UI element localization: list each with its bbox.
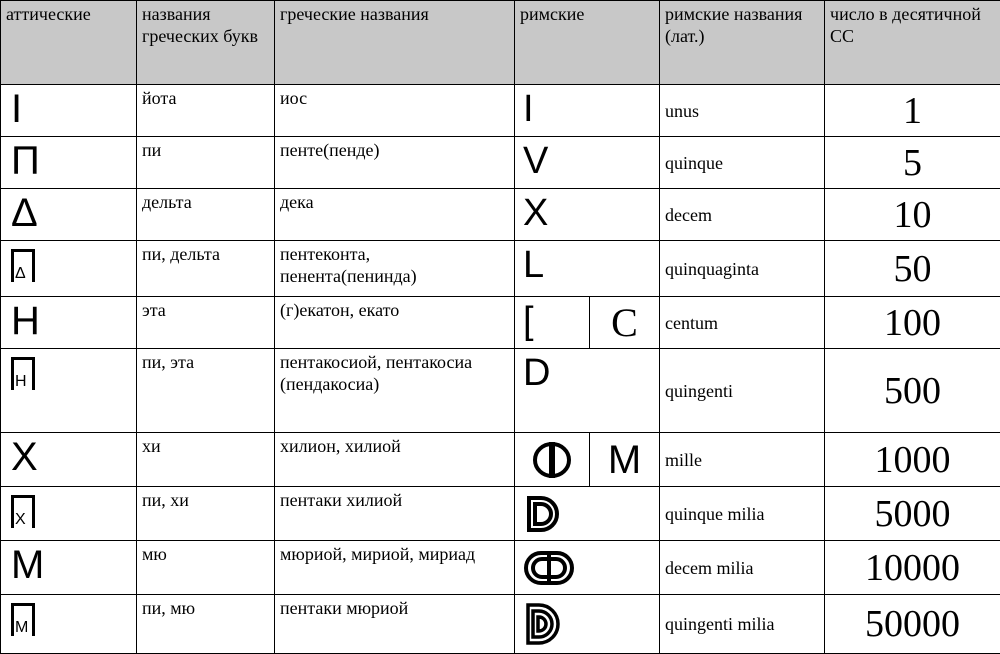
- roman-symbol-m: M: [590, 433, 660, 487]
- greek-letter-name: йота: [137, 85, 275, 137]
- attic-symbol: [1, 595, 137, 654]
- five-thousand-icon: [525, 494, 565, 534]
- greek-name: пентакосиой, пентакосиа (пендакосиа): [275, 349, 515, 433]
- table-row: [1, 297, 1000, 349]
- pi-mu-symbol: M: [11, 603, 35, 636]
- decimal-number: 1: [825, 85, 1000, 137]
- decimal-number: 10: [825, 189, 1000, 241]
- header-row: [1, 1, 1000, 85]
- table-row: [1, 137, 1000, 189]
- latin-name: decem: [660, 189, 825, 241]
- greek-name: пентаки хилиой: [275, 487, 515, 541]
- roman-symbol: L: [515, 241, 660, 297]
- header-roman: римские: [515, 1, 660, 85]
- attic-symbol: X: [1, 433, 137, 487]
- greek-name: иос: [275, 85, 515, 137]
- header-decimal: число в десятичной СС: [825, 1, 1000, 85]
- greek-name: хилион, хилиой: [275, 433, 515, 487]
- decimal-number: 10000: [825, 541, 1000, 595]
- table-row: [1, 487, 1000, 541]
- latin-name: quinque milia: [660, 487, 825, 541]
- table-row: [1, 85, 1000, 137]
- roman-symbol-old-c: [: [515, 297, 590, 349]
- header-greek-letters: названия греческих букв: [137, 1, 275, 85]
- table-row: [1, 595, 1000, 654]
- header-roman-names: римские названия (лат.): [660, 1, 825, 85]
- pi-delta-symbol: Δ: [11, 249, 35, 282]
- pi-chi-symbol: X: [11, 495, 35, 528]
- latin-name: quingenti: [660, 349, 825, 433]
- attic-symbol: П: [1, 137, 137, 189]
- table-row: [1, 433, 1000, 487]
- greek-letter-name: дельта: [137, 189, 275, 241]
- greek-name: дека: [275, 189, 515, 241]
- decimal-number: 50000: [825, 595, 1000, 654]
- decimal-number: 500: [825, 349, 1000, 433]
- decimal-number: 5000: [825, 487, 1000, 541]
- greek-name: пентаки мюриой: [275, 595, 515, 654]
- greek-letter-name: хи: [137, 433, 275, 487]
- greek-name: (г)екатон, екато: [275, 297, 515, 349]
- latin-name: decem milia: [660, 541, 825, 595]
- latin-name: unus: [660, 85, 825, 137]
- attic-symbol: M: [1, 541, 137, 595]
- latin-name: quinque: [660, 137, 825, 189]
- roman-symbol: D: [515, 349, 660, 433]
- table-row: [1, 541, 1000, 595]
- latin-name: mille: [660, 433, 825, 487]
- attic-symbol: [1, 241, 137, 297]
- roman-symbol: V: [515, 137, 660, 189]
- latin-name: quingenti milia: [660, 595, 825, 654]
- roman-symbol-phi: [515, 433, 590, 487]
- header-greek-names: греческие названия: [275, 1, 515, 85]
- attic-symbol: Δ: [1, 189, 137, 241]
- pi-eta-symbol: H: [11, 357, 35, 390]
- greek-name: пенте(пенде): [275, 137, 515, 189]
- greek-name: мюриой, мириой, мириад: [275, 541, 515, 595]
- latin-name: centum: [660, 297, 825, 349]
- roman-symbol: I: [515, 85, 660, 137]
- header-attic: аттические: [1, 1, 137, 85]
- greek-letter-name: пи, дельта: [137, 241, 275, 297]
- roman-symbol: [515, 487, 660, 541]
- greek-letter-name: эта: [137, 297, 275, 349]
- attic-symbol: [1, 487, 137, 541]
- decimal-number: 1000: [825, 433, 1000, 487]
- greek-letter-name: мю: [137, 541, 275, 595]
- roman-symbol: X: [515, 189, 660, 241]
- decimal-number: 50: [825, 241, 1000, 297]
- latin-name: quinquaginta: [660, 241, 825, 297]
- roman-symbol-c: C: [590, 297, 660, 349]
- decimal-number: 5: [825, 137, 1000, 189]
- fifty-thousand-icon: [525, 602, 565, 646]
- phi-thousand-icon: [529, 440, 575, 480]
- attic-symbol: H: [1, 297, 137, 349]
- greek-letter-name: пи, хи: [137, 487, 275, 541]
- greek-letter-name: пи, мю: [137, 595, 275, 654]
- greek-name: пентеконта, пенента(пенинда): [275, 241, 515, 297]
- table-row: [1, 241, 1000, 297]
- attic-symbol: [1, 349, 137, 433]
- table-row: [1, 349, 1000, 433]
- decimal-number: 100: [825, 297, 1000, 349]
- greek-letter-name: пи, эта: [137, 349, 275, 433]
- roman-symbol: [515, 541, 660, 595]
- ten-thousand-icon: [523, 548, 575, 588]
- attic-symbol: I: [1, 85, 137, 137]
- table-row: [1, 189, 1000, 241]
- greek-letter-name: пи: [137, 137, 275, 189]
- roman-symbol: [515, 595, 660, 654]
